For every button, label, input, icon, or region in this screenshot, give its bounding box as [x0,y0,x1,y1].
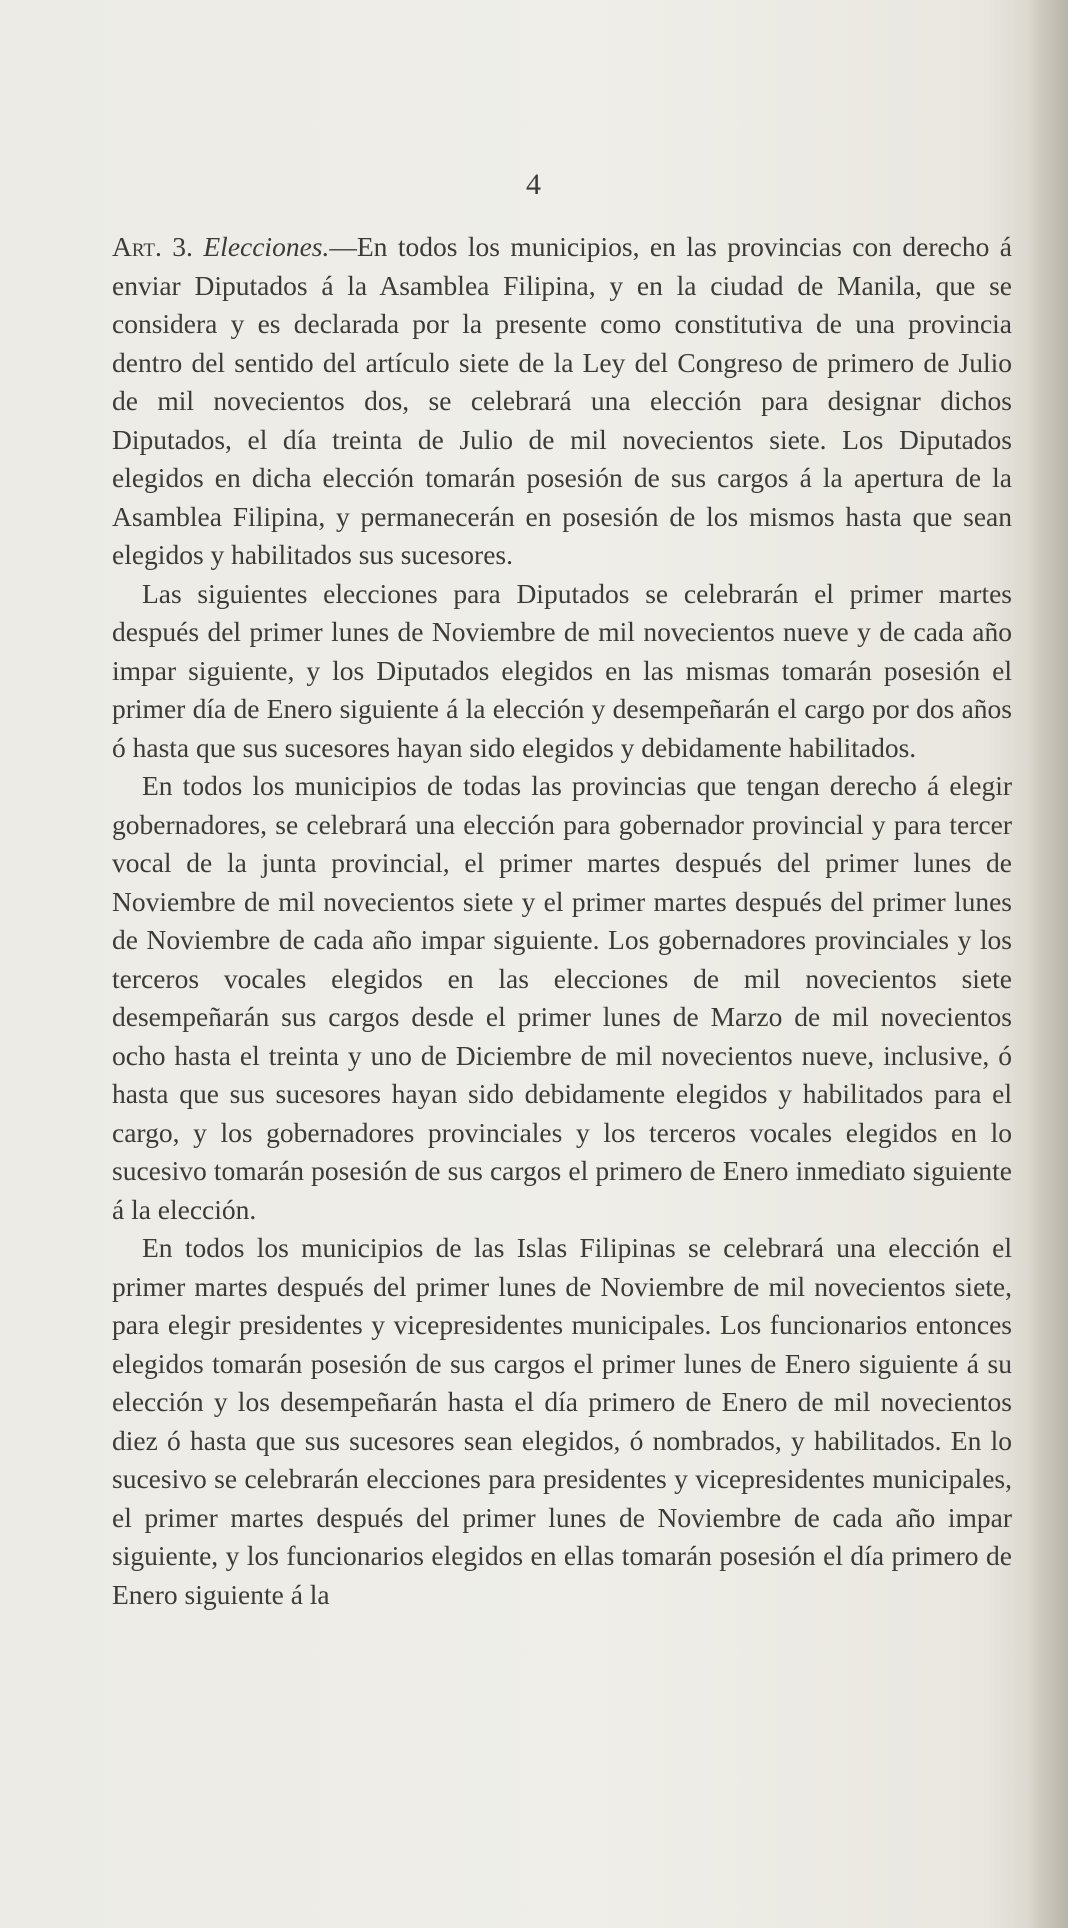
paragraph-gobernadores: En todos los municipios de todas las provincias que tengan derecho á elegir gobernadores, se celebrará una elección para gobernador provincial y para tercer vocal de la junta provincial, el primer martes después del primer lunes de Noviembre de mil novecientos siete y el primer martes después del primer lunes de Noviembre de cada año impar siguiente. Los gobernadores provinciales y los terceros vocales elegidos en las elecciones de mil novecientos siete desempeñarán sus cargos desde el primer lunes de Marzo de mil novecientos ocho hasta el treinta y uno de Diciembre de mil novecientos nueve, inclusive, ó hasta que sus sucesores hayan sido debidamente elegidos y habilitados para el cargo, y los gobernadores provinciales y los terceros vocales elegidos en lo sucesivo tomarán posesión de sus cargos el primero de Enero inmediato siguiente á la elección. [112,770,1012,1225]
article-body [112,228,1012,1614]
paragraph-diputados: Las siguientes elecciones para Diputados se celebrarán el primer martes después del primer lunes de Noviembre de mil novecientos nueve y de cada año impar siguiente, y los Diputados elegidos en las mismas tomarán posesión el primer día de Enero siguiente á la elección y desempeñarán el cargo por dos años ó hasta que sus sucesores hayan sido elegidos y debidamente habilitados. [112,577,1012,763]
article-heading: Elecciones. [203,231,330,262]
paragraph-presidentes: En todos los municipios de las Islas Filipinas se celebrará una elección el primer martes después del primer lunes de Noviembre de mil novecientos siete, para elegir presidentes y vicepresidentes municipales. Los funcionarios entonces elegidos tomarán posesión de sus cargos el primer lunes de Enero siguiente á su elección y los desempeñarán hasta el día primero de Enero de mil novecientos diez ó hasta que sus sucesores sean elegidos, ó nombrados, y habilitados. En lo sucesivo se celebrarán elecciones para presidentes y vicepresidentes municipales, el primer martes después del primer lunes de Noviembre de cada año impar siguiente, y los funcionarios elegidos en ellas tomarán posesión el día primero de Enero siguiente á la [112,1232,1012,1610]
article-paragraph [112,228,1012,575]
page-edge-shadow [1028,0,1068,1928]
article-text: —En todos los municipios, en las provincias con derecho á enviar Diputados á la Asamblea Filipina, y en la ciudad de Manila, que se considera y es declarada por la presente como constitutiva de una provincia dentro del sentido del artículo siete de la Ley del Congreso de primero de Julio de mil novecientos dos, se celebrará una elección para designar dichos Diputados, el día treinta de Julio de mil novecientos siete. Los Diputados elegidos en dicha elección tomarán posesión de sus cargos á la apertura de la Asamblea Filipina, y permanecerán en posesión de los mismos hasta que sean elegidos y habilitados sus sucesores. [112,231,1013,570]
article-label: Art. 3. [112,231,193,262]
page-number: 4 [526,168,542,201]
